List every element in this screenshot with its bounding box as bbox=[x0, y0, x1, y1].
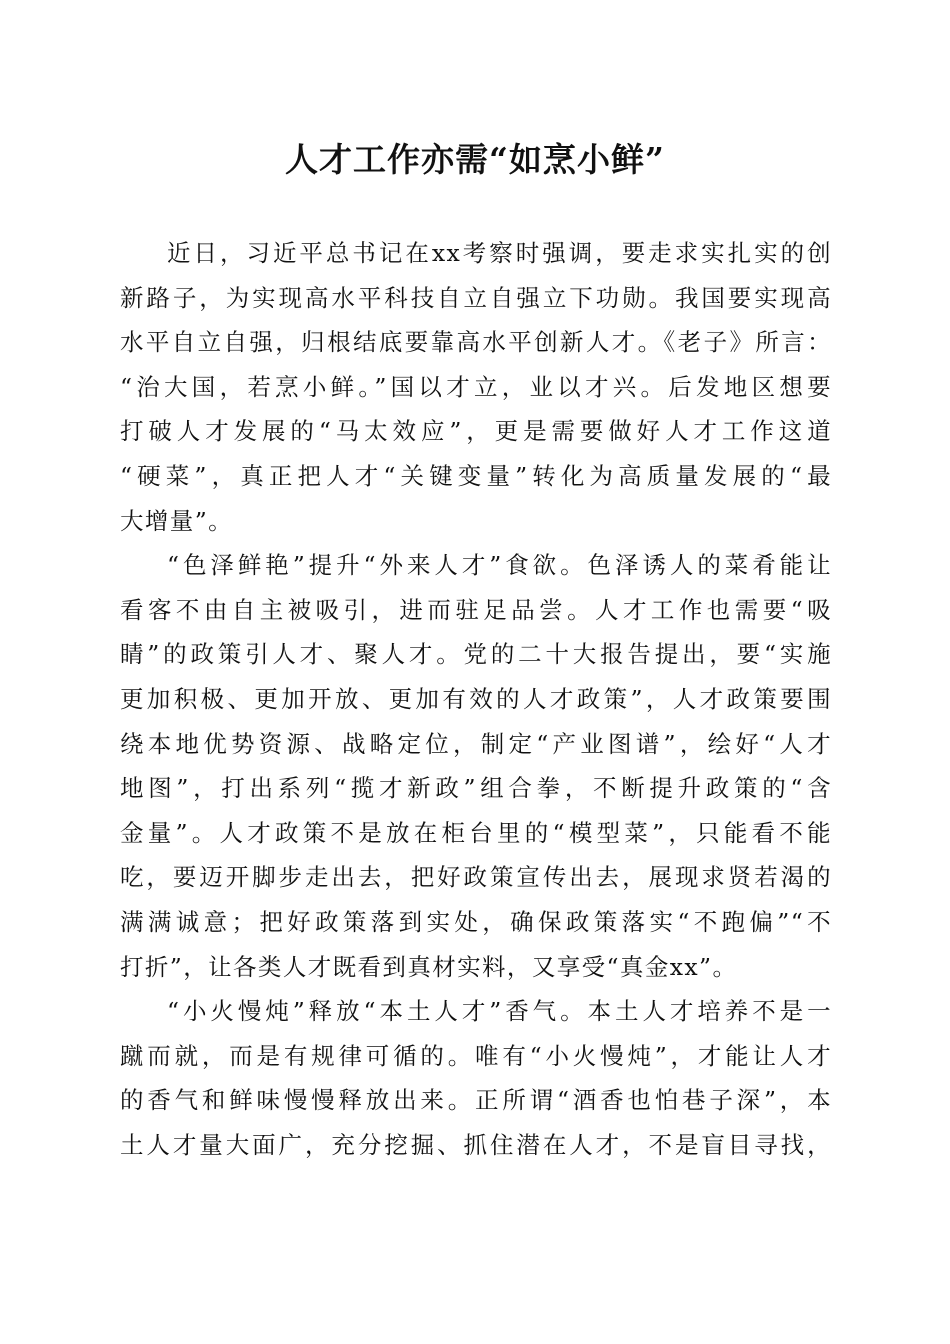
paragraph-1 bbox=[120, 231, 832, 543]
paragraph-line: 金量”。人才政策不是放在柜台里的“模型菜”，只能看不能 bbox=[120, 818, 832, 847]
paragraph-2 bbox=[120, 543, 832, 989]
paragraph-line: 睛”的政策引人才、聚人才。党的二十大报告提出，要“实施 bbox=[120, 640, 832, 669]
paragraph-line: 大增量”。 bbox=[120, 506, 234, 535]
paragraph-line: 吃，要迈开脚步走出去，把好政策宣传出去，展现求贤若渴的 bbox=[120, 863, 832, 892]
document-title: 人才工作亦需“如烹小鲜” bbox=[285, 140, 665, 179]
paragraph-line: 更加积极、更加开放、更加有效的人才政策”，人才政策要围 bbox=[120, 684, 832, 713]
paragraph-line: “治大国，若烹小鲜。”国以才立，业以才兴。后发地区想要 bbox=[120, 372, 832, 401]
paragraph-line: 打折”，让各类人才既看到真材实料，又享受“真金xx”。 bbox=[120, 952, 738, 981]
paragraph-line: 近日，习近平总书记在xx考察时强调，要走求实扎实的创 bbox=[167, 239, 832, 267]
paragraph-line: 满满诚意；把好政策落到实处，确保政策落实“不跑偏”“不 bbox=[120, 907, 832, 936]
paragraph-line: 地图”，打出系列“揽才新政”组合拳，不断提升政策的“含 bbox=[120, 774, 832, 803]
paragraph-line: “小火慢炖”释放“本土人才”香气。本土人才培养不是一 bbox=[167, 997, 832, 1026]
paragraph-line: 绕本地优势资源、战略定位，制定“产业图谱”，绘好“人才 bbox=[120, 729, 832, 758]
paragraph-line: “硬菜”，真正把人才“关键变量”转化为高质量发展的“最 bbox=[120, 461, 832, 490]
paragraph-line: 的香气和鲜味慢慢释放出来。正所谓“酒香也怕巷子深”，本 bbox=[120, 1086, 832, 1115]
paragraph-line: 蹴而就，而是有规律可循的。唯有“小火慢炖”，才能让人才 bbox=[120, 1041, 832, 1070]
paragraph-line: 看客不由自主被吸引，进而驻足品尝。人才工作也需要“吸 bbox=[120, 595, 832, 624]
paragraph-line: 水平自立自强，归根结底要靠高水平创新人才。《老子》所言： bbox=[120, 328, 832, 357]
paragraph-line: “色泽鲜艳”提升“外来人才”食欲。色泽诱人的菜肴能让 bbox=[167, 551, 832, 580]
paragraph-line: 土人才量大面广，充分挖掘、抓住潜在人才，不是盲目寻找， bbox=[120, 1130, 832, 1159]
paragraph-line: 新路子，为实现高水平科技自立自强立下功勋。我国要实现高 bbox=[120, 283, 832, 312]
paragraph-line: 打破人才发展的“马太效应”，更是需要做好人才工作这道 bbox=[120, 417, 832, 446]
paragraph-3 bbox=[120, 989, 832, 1167]
document-body bbox=[120, 231, 832, 1167]
